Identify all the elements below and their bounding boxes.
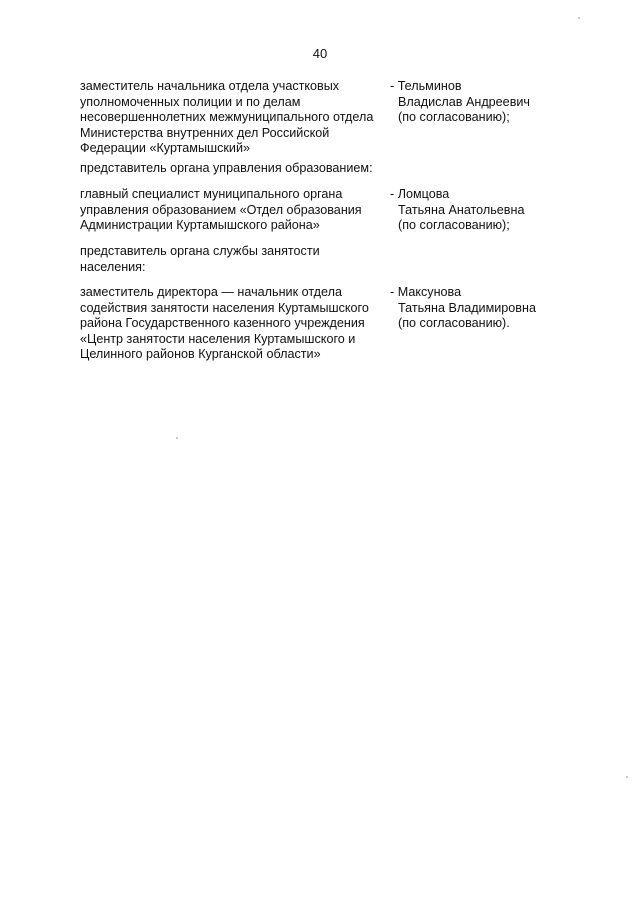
- person-note: (по согласованию);: [398, 110, 510, 124]
- scan-speck: [176, 437, 178, 439]
- position-line: «Центр занятости населения Куртамышского и: [80, 331, 356, 346]
- scan-speck: [626, 776, 628, 778]
- position-line: Федерации «Куртамышский»: [80, 141, 250, 155]
- member-position: [80, 187, 385, 234]
- section-heading-employment: [80, 244, 560, 275]
- position-line: содействия занятости населения Куртамышского: [80, 300, 369, 315]
- member-position: [80, 79, 385, 157]
- person-surname: - Ломцова: [390, 187, 450, 201]
- member-person: [387, 79, 560, 157]
- section-line: представитель органа управления образованием:: [80, 161, 373, 175]
- page-number: 40: [312, 46, 328, 61]
- member-entry-education: [80, 187, 560, 234]
- position-line: уполномоченных полиции и по делам: [80, 94, 301, 109]
- position-line: Целинного районов Курганской области»: [80, 347, 321, 361]
- section-line: представитель органа службы занятости: [80, 244, 320, 258]
- position-line: главный специалист муниципального органа: [80, 187, 343, 201]
- scan-speck: [578, 17, 580, 19]
- position-line: района Государственного казенного учреждения: [80, 316, 365, 330]
- position-line: Министерства внутренних дел Российской: [80, 125, 330, 140]
- section-heading-education: [80, 161, 560, 177]
- person-name: Татьяна Анатольевна: [398, 202, 525, 217]
- member-person: [387, 187, 560, 234]
- person-surname: - Максунова: [390, 285, 462, 299]
- section-line: населения:: [80, 259, 146, 274]
- position-line: несовершеннолетних межмуниципального отдела: [80, 110, 374, 124]
- member-person: [387, 285, 560, 363]
- person-name: Владислав Андреевич: [398, 94, 530, 109]
- position-line: заместитель начальника отдела участковых: [80, 79, 340, 93]
- position-line: Администрации Куртамышского района»: [80, 218, 320, 232]
- person-name: Татьяна Владимировна: [398, 300, 536, 315]
- member-entry-police: [80, 79, 560, 157]
- position-line: управления образованием «Отдел образования: [80, 202, 362, 217]
- position-line: заместитель директора — начальник отдела: [80, 285, 342, 299]
- person-note: (по согласованию).: [398, 316, 510, 330]
- person-surname: - Тельминов: [390, 79, 462, 93]
- member-entry-employment: [80, 285, 560, 363]
- person-note: (по согласованию);: [398, 218, 510, 232]
- member-position: [80, 285, 385, 363]
